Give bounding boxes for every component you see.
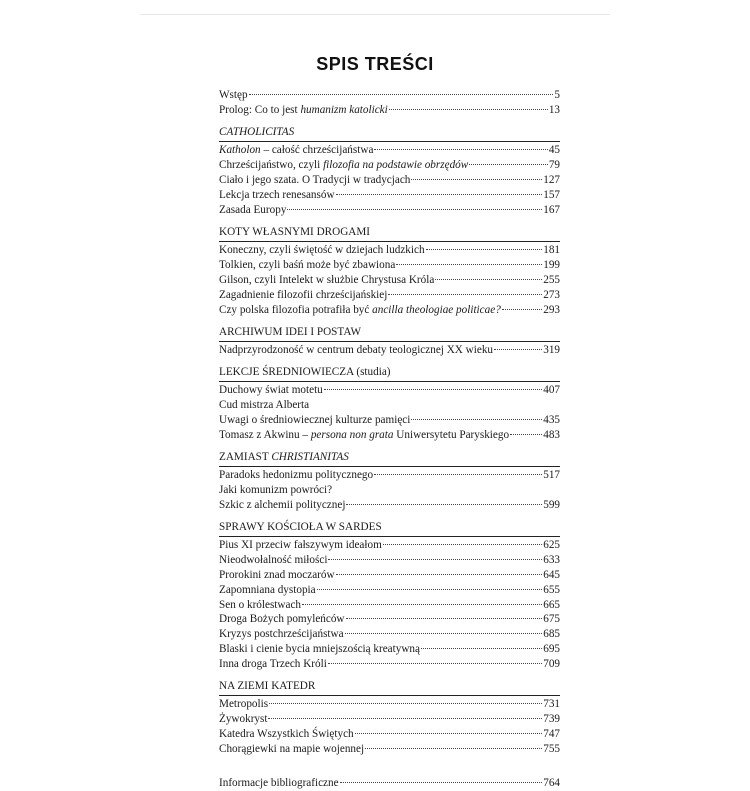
entry-title <box>219 468 373 483</box>
entry-title-part: Jaki komunizm powróci? <box>219 483 333 496</box>
entry-title <box>219 727 354 742</box>
entry-title-part: Czy polska filozofia potrafiła być <box>219 303 373 316</box>
toc-section <box>219 520 560 672</box>
top-divider <box>140 14 610 15</box>
toc-entry[interactable] <box>219 413 560 428</box>
page-number: 739 <box>543 713 560 726</box>
entry-title-part: ancilla theologiae politicae? <box>372 303 501 316</box>
entry-title-part: Cud mistrza Alberta <box>219 398 310 411</box>
toc-entry[interactable] <box>219 188 560 203</box>
dot-leader <box>374 474 542 475</box>
entry-title-part: Prorokini znad moczarów <box>219 568 335 581</box>
toc-entry[interactable] <box>219 538 560 553</box>
page-number: 709 <box>543 658 560 671</box>
dot-leader <box>287 209 542 210</box>
page-number: 79 <box>548 159 560 172</box>
entry-title-part: Sen o królestwach <box>219 598 302 611</box>
toc-entry[interactable] <box>219 583 560 598</box>
toc-entry[interactable] <box>219 627 560 642</box>
page-number: 625 <box>543 538 560 551</box>
entry-title <box>219 483 332 498</box>
toc-entry[interactable] <box>219 158 560 173</box>
toc-section <box>219 679 560 757</box>
section-title <box>219 365 560 382</box>
entry-title <box>219 657 327 672</box>
entry-title-part: humanizm katolicki <box>300 103 388 116</box>
page-number: 5 <box>554 89 560 101</box>
entry-title-part: Metropolis <box>219 698 269 711</box>
entry-title-part: – całość chrześcijaństwa <box>260 144 374 157</box>
entry-title-part: Nieodwołalność miłości <box>219 553 328 566</box>
toc-entry[interactable] <box>219 642 560 657</box>
dot-leader <box>336 194 543 195</box>
entry-title-part: Droga Bożych pomyleńców <box>219 613 345 626</box>
dot-leader <box>302 604 542 605</box>
dot-leader <box>374 149 547 150</box>
toc-entry[interactable] <box>219 483 560 498</box>
entry-title-part: ARCHIWUM IDEI I POSTAW <box>219 325 362 338</box>
toc-entry[interactable] <box>219 88 560 103</box>
toc-section <box>219 325 560 358</box>
toc-entry[interactable] <box>219 598 560 613</box>
table-of-contents <box>219 88 560 791</box>
entry-title-part: NA ZIEMI KATEDR <box>219 680 316 693</box>
entry-title <box>219 498 345 513</box>
entry-title-part: Prolog: Co to jest <box>219 103 301 116</box>
page-number: 731 <box>543 698 560 711</box>
entry-title-part: ZAMIAST <box>219 450 272 463</box>
entry-title-part: Zagadnienie filozofii chrześcijańskiej <box>219 288 388 301</box>
page-number: 655 <box>543 583 560 596</box>
page-number: 645 <box>543 568 560 581</box>
entry-title <box>219 538 382 553</box>
page-number: 764 <box>543 776 560 789</box>
dot-leader <box>396 264 542 265</box>
toc-entry[interactable] <box>219 727 560 742</box>
dot-leader <box>328 663 542 664</box>
entry-title <box>219 203 286 218</box>
dot-leader <box>268 718 542 719</box>
entry-title-part: filozofia na podstawie obrzędów <box>323 159 469 172</box>
section-title <box>219 325 560 342</box>
dot-leader <box>494 349 542 350</box>
toc-entry[interactable] <box>219 273 560 288</box>
toc-section <box>219 125 560 217</box>
entry-title-part: Koneczny, czyli świętość w dziejach ludzkich <box>219 243 425 256</box>
entry-title-part: Uniwersytetu Paryskiego <box>393 428 510 441</box>
dot-leader <box>324 389 542 390</box>
entry-title <box>219 568 335 583</box>
page-number: 747 <box>543 728 560 741</box>
entry-title <box>219 697 268 712</box>
entry-title <box>219 583 316 598</box>
entry-title-part: Duchowy świat motetu <box>219 383 323 396</box>
toc-entry[interactable] <box>219 103 560 118</box>
toc-entry[interactable] <box>219 568 560 583</box>
entry-title <box>219 598 301 613</box>
dot-leader <box>389 109 548 110</box>
section-title <box>219 679 560 696</box>
entry-title-part: Gilson, czyli Intelekt w służbie Chrystusa Króla <box>219 273 435 286</box>
toc-entry[interactable] <box>219 203 560 218</box>
entry-title <box>219 288 387 303</box>
dot-leader <box>426 249 543 250</box>
page-number: 199 <box>543 258 560 271</box>
entry-title <box>219 642 420 657</box>
entry-title <box>219 158 468 173</box>
entry-title-part: Informacje bibliograficzne <box>219 776 339 789</box>
entry-title-part: Uwagi o średniowiecznej kulturze pamięci <box>219 413 411 426</box>
page-number: 517 <box>543 468 560 481</box>
section-title <box>219 125 560 142</box>
dot-leader <box>383 544 542 545</box>
entry-title-part: persona non grata <box>310 428 394 441</box>
page-number: 127 <box>543 173 560 186</box>
toc-entry[interactable] <box>219 343 560 358</box>
page-number: 695 <box>543 643 560 656</box>
toc-entry[interactable] <box>219 288 560 303</box>
dot-leader <box>249 94 554 95</box>
entry-title-part: Ciało i jego szata. O Tradycji w tradycjach <box>219 173 411 186</box>
entry-title-part: Inna droga Trzech Króli <box>219 658 327 671</box>
toc-entry[interactable] <box>219 173 560 188</box>
entry-title <box>219 303 501 318</box>
entry-title <box>219 173 410 188</box>
page-number: 319 <box>543 343 560 356</box>
toc-section <box>219 450 560 513</box>
entry-title-part: Chorągiewki na mapie wojennej <box>219 743 365 756</box>
entry-title-part: SPRAWY KOŚCIOŁA W SARDES <box>219 521 382 533</box>
toc-section <box>219 225 560 317</box>
entry-title-part: Paradoks hedonizmu politycznego <box>219 468 374 481</box>
entry-title-part: Tolkien, czyli baśń może być zbawiona <box>219 258 396 271</box>
page-number: 483 <box>543 428 560 441</box>
page-number: 293 <box>543 303 560 316</box>
dot-leader <box>502 309 542 310</box>
entry-title-part: Kryzys postchrześcijaństwa <box>219 628 344 641</box>
toc-entry[interactable] <box>219 657 560 672</box>
entry-title-part: Nadprzyrodzoność w centrum debaty teologicznej XX wieku <box>219 343 494 356</box>
page-number: 157 <box>543 188 560 201</box>
entry-title <box>219 188 335 203</box>
toc-entry[interactable] <box>219 398 560 413</box>
dot-leader <box>336 574 543 575</box>
entry-title-part: Żywokryst <box>219 713 268 726</box>
page-number: 181 <box>543 243 560 256</box>
toc-entry[interactable] <box>219 776 560 791</box>
dot-leader <box>510 434 542 435</box>
entry-title <box>219 273 434 288</box>
entry-title <box>219 627 344 642</box>
entry-title <box>219 258 395 273</box>
toc-entry[interactable] <box>219 383 560 398</box>
toc-section <box>219 365 560 443</box>
dot-leader <box>411 419 542 420</box>
page-number: 13 <box>548 103 560 116</box>
page-number: 685 <box>543 628 560 641</box>
entry-title <box>219 383 323 398</box>
entry-title-part: Katedra Wszystkich Świętych <box>219 728 354 741</box>
dot-leader <box>328 559 542 560</box>
dot-leader <box>345 633 543 634</box>
page-number: 599 <box>543 498 560 511</box>
section-title <box>219 225 560 242</box>
dot-leader <box>346 618 543 619</box>
entry-title-part: Tomasz z Akwinu – <box>219 428 311 441</box>
entry-title-part: Chrześcijaństwo, czyli <box>219 159 324 172</box>
section-title <box>219 520 560 537</box>
entry-title <box>219 612 345 627</box>
toc-entry[interactable] <box>219 468 560 483</box>
page-number: 665 <box>543 598 560 611</box>
dot-leader <box>317 589 543 590</box>
toc-entry[interactable] <box>219 243 560 258</box>
page-number: 167 <box>543 203 560 216</box>
toc-entry[interactable] <box>219 143 560 158</box>
entry-title-part: Zapomniana dystopia <box>219 583 316 596</box>
toc-entry[interactable] <box>219 612 560 627</box>
dot-leader <box>388 294 542 295</box>
page-number: 45 <box>548 144 560 157</box>
toc-entry[interactable] <box>219 712 560 727</box>
entry-title <box>219 243 425 258</box>
page-number: 273 <box>543 288 560 301</box>
entry-title <box>219 343 493 358</box>
entry-title <box>219 398 309 413</box>
dot-leader <box>346 504 542 505</box>
toc-entry[interactable] <box>219 498 560 513</box>
dot-leader <box>435 279 542 280</box>
toc-final <box>219 776 560 791</box>
dot-leader <box>365 748 542 749</box>
entry-title-part: CATHOLICITAS <box>219 126 295 139</box>
dot-leader <box>355 733 543 734</box>
entry-title <box>219 553 327 568</box>
entry-title <box>219 776 339 791</box>
toc-entry[interactable] <box>219 428 560 443</box>
dot-leader <box>411 179 542 180</box>
section-title <box>219 450 560 467</box>
entry-title <box>219 712 267 727</box>
toc-entry[interactable] <box>219 258 560 273</box>
page-number: 407 <box>543 383 560 396</box>
entry-title-part: Katholon <box>219 144 261 157</box>
toc-entry[interactable] <box>219 303 560 318</box>
dot-leader <box>269 703 542 704</box>
toc-entry[interactable] <box>219 553 560 568</box>
toc-intro <box>219 88 560 118</box>
page-number: 255 <box>543 273 560 286</box>
entry-title <box>219 413 410 428</box>
page-title: SPIS TREŚCI <box>316 54 434 74</box>
entry-title <box>219 428 509 443</box>
entry-title-part: Zasada Europy <box>219 203 287 216</box>
page-number: 633 <box>543 553 560 566</box>
toc-entry[interactable] <box>219 697 560 712</box>
entry-title-part: Lekcja trzech renesansów <box>219 188 335 201</box>
page-number: 675 <box>543 613 560 626</box>
dot-leader <box>469 164 548 165</box>
dot-leader <box>421 648 542 649</box>
dot-leader <box>340 782 543 783</box>
entry-title-part: CHRISTIANITAS <box>271 450 349 463</box>
entry-title <box>219 88 248 103</box>
page-number: 435 <box>543 413 560 426</box>
entry-title-part: LEKCJE ŚREDNIOWIECZA (studia) <box>219 366 391 379</box>
entry-title-part: Blaski i cienie bycia mniejszością kreatywną <box>219 643 420 656</box>
entry-title-part: Szkic z alchemii politycznej <box>219 498 346 511</box>
entry-title <box>219 103 388 118</box>
page-number: 755 <box>543 743 560 756</box>
entry-title <box>219 143 373 158</box>
entry-title-part: KOTY WŁASNYMI DROGAMI <box>219 226 371 239</box>
entry-title-part: Pius XI przeciw fałszywym ideałom <box>219 538 382 551</box>
entry-title-part: Wstęp <box>219 89 248 101</box>
